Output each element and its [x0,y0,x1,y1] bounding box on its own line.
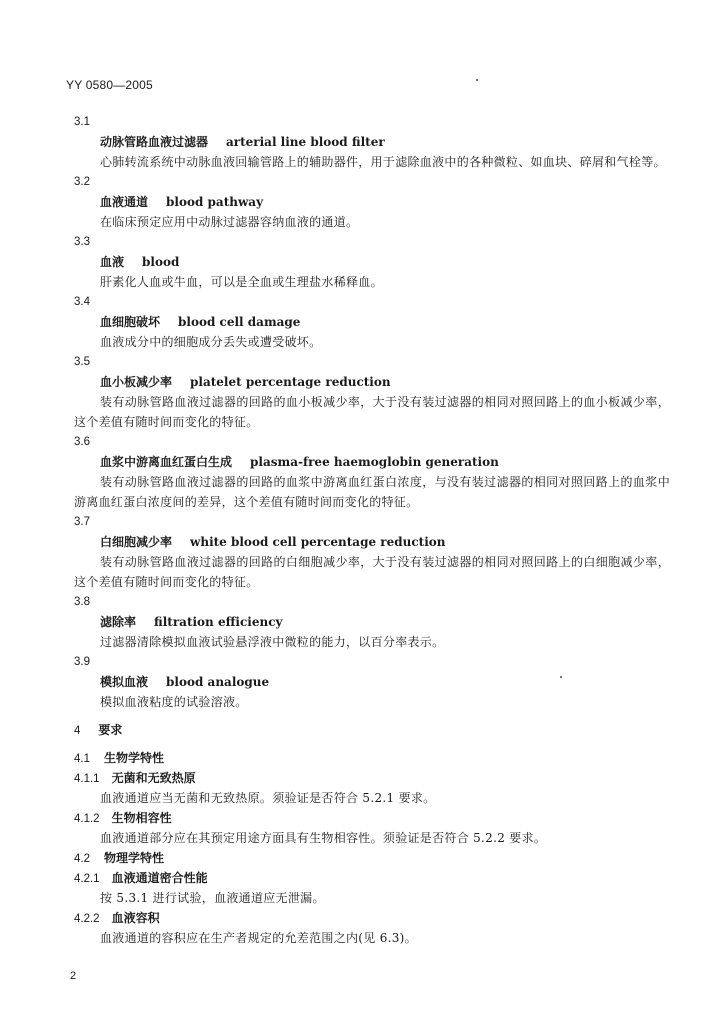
clause-number: 3.4 [74,296,90,308]
term-heading [74,532,670,552]
term-definition: 模拟血液粘度的试验溶液。 [100,695,248,709]
term-en: plasma-free haemoglobin generation [250,455,499,469]
section-spacer [74,740,670,748]
document-body [74,112,670,948]
subsection-heading [74,848,670,868]
term-zh: 动脉管路血液过滤器 [100,135,209,149]
term-definition: 肝素化人血或牛血，可以是全血或生理盐水稀释血。 [100,275,383,289]
term-zh: 血小板减少率 [100,375,173,389]
term-heading [74,312,670,332]
term-definition: 在临床预定应用中动脉过滤器容纳血液的通道。 [100,215,359,229]
term-zh: 血液 [100,255,125,269]
term-definition: 心肺转流系统中动脉血液回输管路上的辅助器件，用于滤除血液中的各种微粒、如血块、碎屑和气栓等。 [100,155,666,169]
term-heading [74,672,670,692]
subsection-heading [74,768,670,788]
subsection-heading [74,908,670,928]
term-heading [74,452,670,472]
requirement-text: 血液通道应当无菌和无致热原。须验证是否符合 5.2.1 要求。 [100,791,436,805]
subsection-title: 血液容积 [111,911,160,925]
requirement-text: 按 5.3.1 进行试验，血液通道应无泄漏。 [100,891,325,905]
term-heading [74,132,670,152]
term-heading [74,612,670,632]
term-definition: 过滤器清除模拟血液试验悬浮液中微粒的能力，以百分率表示。 [100,635,445,649]
section-heading [74,720,670,740]
clause-number: 3.2 [74,176,90,188]
term-definition: 装有动脉管路血液过滤器的回路的血小板减少率，大于没有装过滤器的相同对照回路上的血小板减少率，这个差值有随时间而变化的特征。 [74,395,670,429]
subsection-heading [74,868,670,888]
term-en: blood cell damage [178,315,301,329]
section-spacer [74,712,670,720]
term-definition: 血液成分中的细胞成分丢失或遭受破坏。 [100,335,322,349]
term-heading [74,192,670,212]
subsection-heading [74,808,670,828]
standard-code: YY 0580—2005 [66,78,153,92]
subsection-number: 4.2.1 [74,873,100,885]
clause-number: 3.7 [74,516,90,528]
requirement-text: 血液通道的容积应在生产者规定的允差范围之内(见 6.3)。 [100,931,417,945]
subsection-title: 生物相容性 [111,811,172,825]
subsection-title: 无菌和无致热原 [111,771,196,785]
scan-speck [560,676,562,678]
clause-number: 3.9 [74,656,90,668]
term-en: filtration efficiency [154,615,283,629]
term-heading [74,252,670,272]
subsection-number: 4.1 [74,753,90,765]
term-en: blood analogue [166,675,270,689]
section-title: 要求 [98,723,123,737]
term-en: blood [142,255,180,269]
term-en: white blood cell percentage reduction [190,535,446,549]
subsection-heading [74,748,670,768]
clause-number: 3.8 [74,596,90,608]
term-zh: 白细胞减少率 [100,535,173,549]
requirement-text: 血液通道部分应在其预定用途方面具有生物相容性。须验证是否符合 5.2.2 要求。 [100,831,547,845]
subsection-number: 4.2 [74,853,90,865]
term-zh: 滤除率 [100,615,137,629]
term-zh: 血浆中游离血红蛋白生成 [100,455,233,469]
term-en: arterial line blood filter [226,135,385,149]
clause-number: 3.6 [74,436,90,448]
term-definition: 装有动脉管路血液过滤器的回路的白细胞减少率，大于没有装过滤器的相同对照回路上的白细胞减少率，这个差值有随时间而变化的特征。 [74,555,670,589]
page-number: 2 [70,970,77,982]
subsection-title: 血液通道密合性能 [111,871,208,885]
term-zh: 血细胞破坏 [100,315,161,329]
subsection-title: 物理学特性 [104,851,165,865]
term-zh: 模拟血液 [100,675,149,689]
subsection-number: 4.2.2 [74,913,100,925]
scan-speck [476,79,478,81]
subsection-title: 生物学特性 [104,751,165,765]
section-number: 4 [74,725,81,737]
clause-number: 3.5 [74,356,90,368]
term-heading [74,372,670,392]
subsection-number: 4.1.1 [74,773,100,785]
clause-number: 3.1 [74,116,90,128]
term-zh: 血液通道 [100,195,149,209]
subsection-number: 4.1.2 [74,813,100,825]
term-definition: 装有动脉管路血液过滤器的回路的血浆中游离血红蛋白浓度，与没有装过滤器的相同对照回路上的血浆中游离血红蛋白浓度间的差异，这个差值有随时间而变化的特征。 [74,475,670,509]
clause-number: 3.3 [74,236,90,248]
term-en: blood pathway [166,195,264,209]
term-en: platelet percentage reduction [190,375,391,389]
